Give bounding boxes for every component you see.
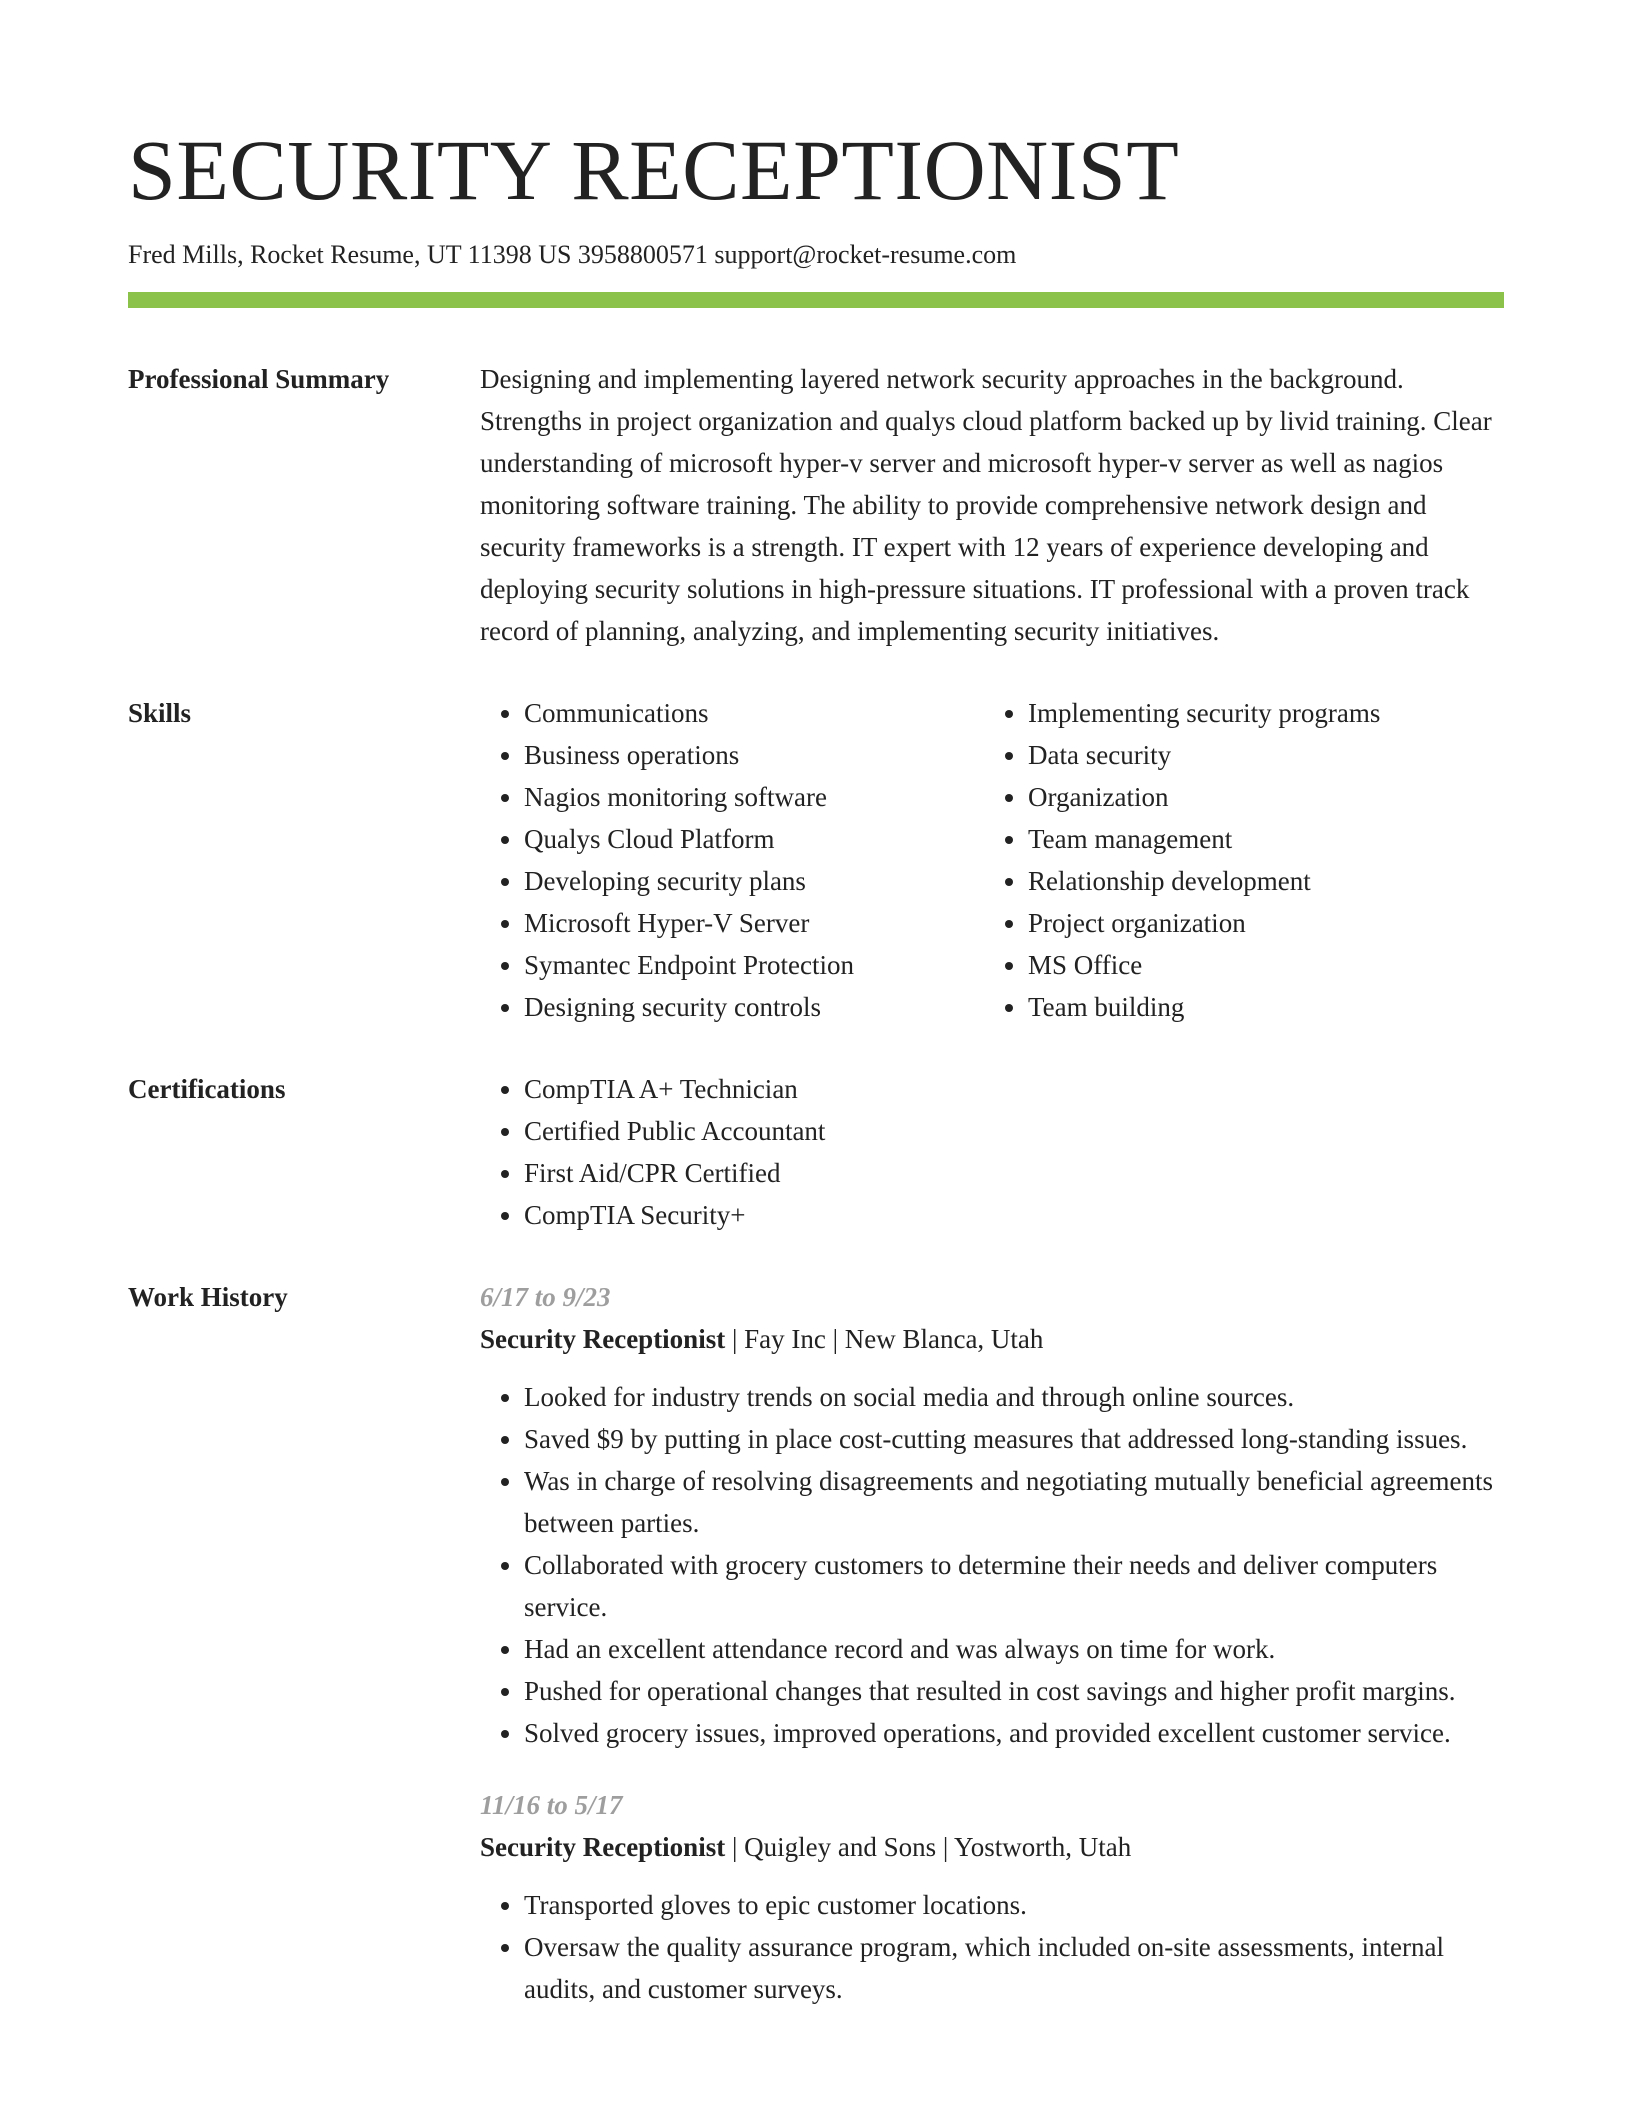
summary-section (128, 358, 1504, 652)
job-dates: 6/17 to 9/23 (480, 1282, 611, 1312)
job-company-location: | Quigley and Sons | Yostworth, Utah (725, 1832, 1132, 1862)
skill-item: • Symantec Endpoint Protection (524, 944, 984, 986)
job-bullet: • Transported gloves to epic customer locations. (524, 1884, 1504, 1926)
accent-divider (128, 292, 1504, 308)
skill-item: • Designing security controls (524, 986, 984, 1028)
skills-section (128, 692, 1504, 1028)
certification-item: • Certified Public Accountant (524, 1110, 1504, 1152)
skill-item: • Qualys Cloud Platform (524, 818, 984, 860)
job-bullet: • Oversaw the quality assurance program, which included on-site assessments, internal audits, and customer surveys. (524, 1926, 1504, 2010)
page-title: SECURITY RECEPTIONIST (128, 122, 1180, 218)
job-entry (480, 1784, 1504, 2010)
job-title-line (480, 1826, 1504, 1868)
job-company-location: | Fay Inc | New Blanca, Utah (725, 1324, 1044, 1354)
skill-item: • Developing security plans (524, 860, 984, 902)
skills-list-right (984, 692, 1488, 1028)
job-bullet: • Collaborated with grocery customers to determine their needs and deliver computers service. (524, 1544, 1504, 1628)
skill-item: • Microsoft Hyper-V Server (524, 902, 984, 944)
certifications-heading: Certifications (128, 1074, 286, 1104)
job-bullet: • Looked for industry trends on social media and through online sources. (524, 1376, 1504, 1418)
job-title-line (480, 1318, 1504, 1360)
skills-heading: Skills (128, 698, 192, 728)
summary-heading: Professional Summary (128, 364, 390, 394)
job-entry (480, 1276, 1504, 1754)
certification-item: • CompTIA A+ Technician (524, 1068, 1504, 1110)
job-title: Security Receptionist (480, 1832, 726, 1862)
certifications-list (480, 1068, 1504, 1236)
job-bullet: • Was in charge of resolving disagreements and negotiating mutually beneficial agreements between parties. (524, 1460, 1504, 1544)
job-bullet: • Saved $9 by putting in place cost-cutting measures that addressed long-standing issues. (524, 1418, 1504, 1460)
job-bullets (480, 1884, 1504, 2010)
job-bullet: • Pushed for operational changes that resulted in cost savings and higher profit margins. (524, 1670, 1504, 1712)
skill-item: • Implementing security programs (1028, 692, 1488, 734)
job-dates: 11/16 to 5/17 (480, 1790, 623, 1820)
skill-item: • Communications (524, 692, 984, 734)
contact-info: Fred Mills, Rocket Resume, UT 11398 US 3958800571 support@rocket-resume.com (128, 240, 1017, 269)
work-history-heading: Work History (128, 1282, 288, 1312)
skill-item: • Business operations (524, 734, 984, 776)
job-bullet: • Solved grocery issues, improved operations, and provided excellent customer service. (524, 1712, 1504, 1754)
skill-item: • Team management (1028, 818, 1488, 860)
skills-list-left (480, 692, 984, 1028)
certification-item: • First Aid/CPR Certified (524, 1152, 1504, 1194)
job-bullet: • Had an excellent attendance record and was always on time for work. (524, 1628, 1504, 1670)
skill-item: • Team building (1028, 986, 1488, 1028)
job-title: Security Receptionist (480, 1324, 726, 1354)
job-bullets (480, 1376, 1504, 1754)
skill-item: • Project organization (1028, 902, 1488, 944)
certifications-section (128, 1068, 1504, 1236)
work-history-section (128, 1276, 1504, 2040)
skill-item: • Nagios monitoring software (524, 776, 984, 818)
skill-item: • Data security (1028, 734, 1488, 776)
summary-text: Designing and implementing layered network security approaches in the background. Strengths in project organization and qualys cloud platform backed up by livid training. Clear understanding of microsoft hyper-v server and microsoft hyper-v server as well as nagios monitoring software training. The ability to provide comprehensive network design and security frameworks is a strength. IT expert with 12 years of experience developing and deploying security solutions in high-pressure situations. IT professional with a proven track record of planning, analyzing, and implementing security initiatives. (480, 364, 1492, 646)
skill-item: • Relationship development (1028, 860, 1488, 902)
work-history-list (480, 1276, 1504, 2040)
certification-item: • CompTIA Security+ (524, 1194, 1504, 1236)
skill-item: • Organization (1028, 776, 1488, 818)
skill-item: • MS Office (1028, 944, 1488, 986)
